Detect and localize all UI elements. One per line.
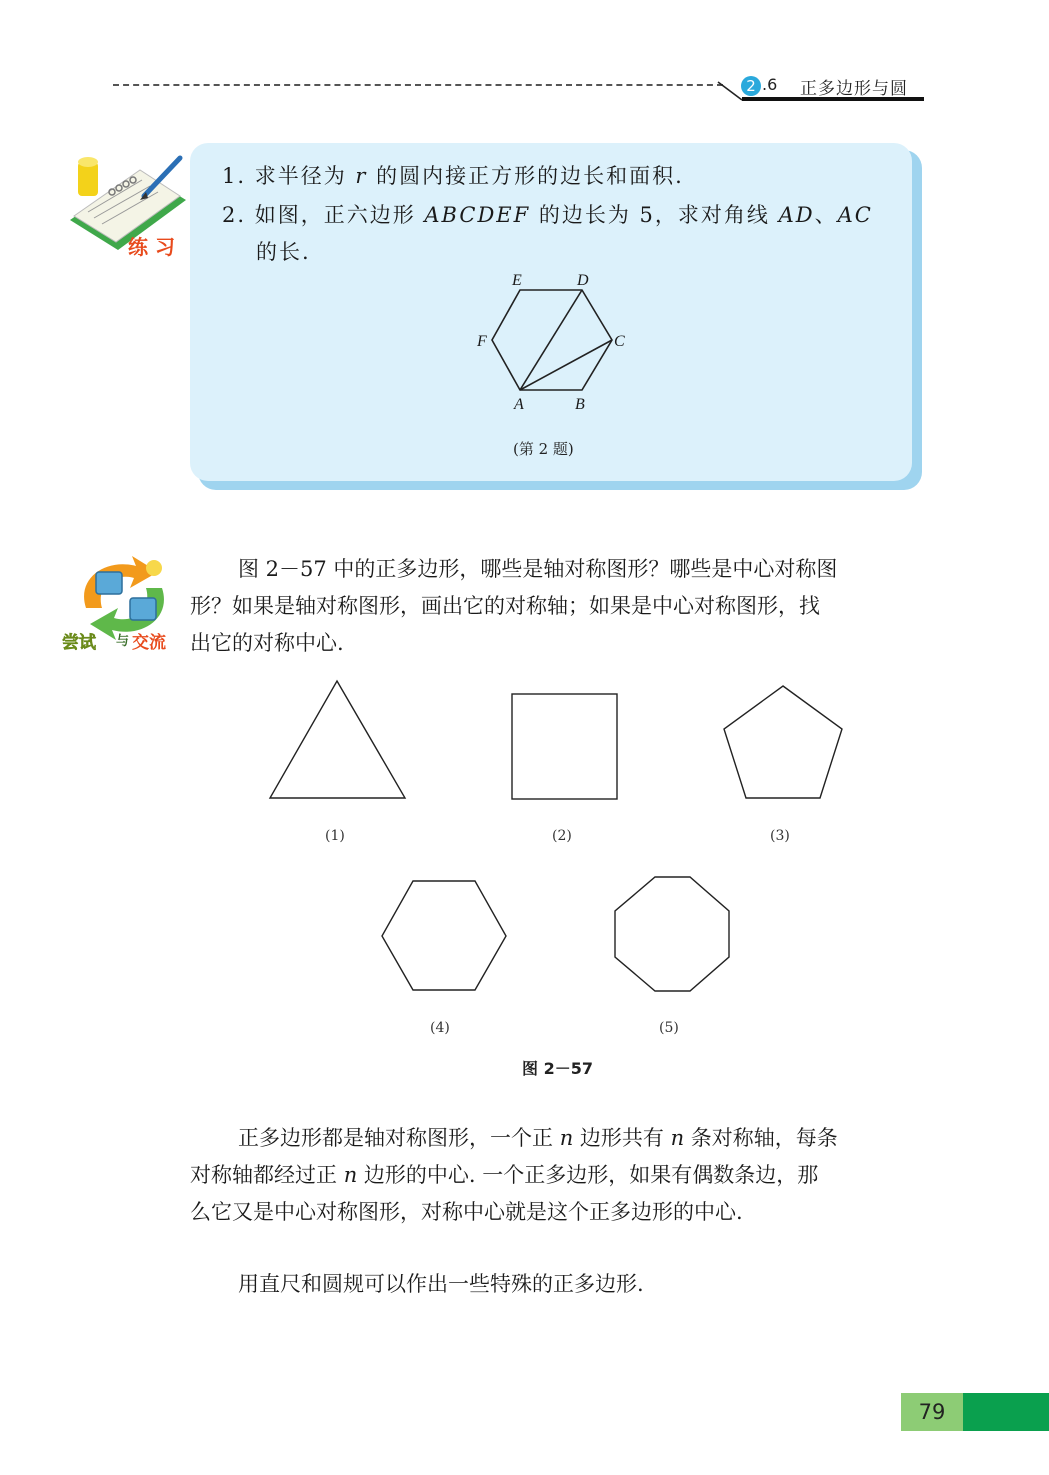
caption-2: (2) [552, 828, 572, 844]
try-text-line-3: 出它的对称中心. [190, 631, 344, 655]
page-color-bar [963, 1393, 1049, 1431]
section-title: 正多边形与圆 [800, 79, 908, 99]
practice-label: 练 习 [128, 235, 175, 259]
point-label-a: A [514, 396, 524, 413]
triangle [270, 681, 405, 798]
point-label-f: F [477, 333, 487, 350]
with-label: 与 [116, 634, 130, 649]
section-badge: 2 [741, 76, 761, 96]
hexagon-outline [492, 290, 612, 390]
point-label-d: D [577, 272, 589, 289]
practice-item-1: 1. 求半径为 r 的圆内接正方形的边长和面积. [222, 164, 684, 188]
diagonal-ac [520, 340, 612, 390]
paragraph-2: 用直尺和圆规可以作出一些特殊的正多边形. [238, 1272, 644, 1296]
pentagon [724, 686, 842, 798]
caption-5: (5) [659, 1020, 679, 1036]
paragraph-1-line-3: 么它又是中心对称图形，对称中心就是这个正多边形的中心. [190, 1200, 743, 1224]
try-text-line-2: 形？如果是轴对称图形，画出它的对称轴；如果是中心对称图形，找 [190, 594, 820, 618]
square [512, 694, 617, 799]
diagonal-ad [520, 290, 582, 390]
try-label: 尝试 [62, 633, 96, 653]
octagon [615, 877, 729, 991]
point-label-c: C [614, 333, 625, 350]
practice-item-2-cont: 的长. [256, 240, 311, 264]
hexagon [382, 881, 506, 990]
try-text-line-1: 图 2－57 中的正多边形，哪些是轴对称图形？哪些是中心对称图 [238, 557, 838, 581]
caption-4: (4) [430, 1020, 450, 1036]
caption-3: (3) [770, 828, 790, 844]
exchange-label: 交流 [132, 633, 166, 653]
paragraph-1-line-1: 正多边形都是轴对称图形，一个正 n 边形共有 n 条对称轴，每条 [238, 1126, 838, 1150]
page-number: 79 [918, 1400, 946, 1424]
section-number: .6 [762, 75, 778, 94]
point-label-e: E [512, 272, 522, 289]
paragraph-1-line-2: 对称轴都经过正 n 边形的中心. 一个正多边形，如果有偶数条边，那 [190, 1163, 819, 1187]
practice-item-2: 2. 如图，正六边形 ABCDEF 的边长为 5，求对角线 AD、AC [222, 203, 873, 227]
header-dashed-rule [113, 84, 723, 86]
caption-1: (1) [325, 828, 345, 844]
figure-title: 图 2－57 [522, 1059, 593, 1078]
point-label-b: B [575, 396, 585, 413]
figure-caption-2: (第 2 题) [513, 440, 574, 458]
